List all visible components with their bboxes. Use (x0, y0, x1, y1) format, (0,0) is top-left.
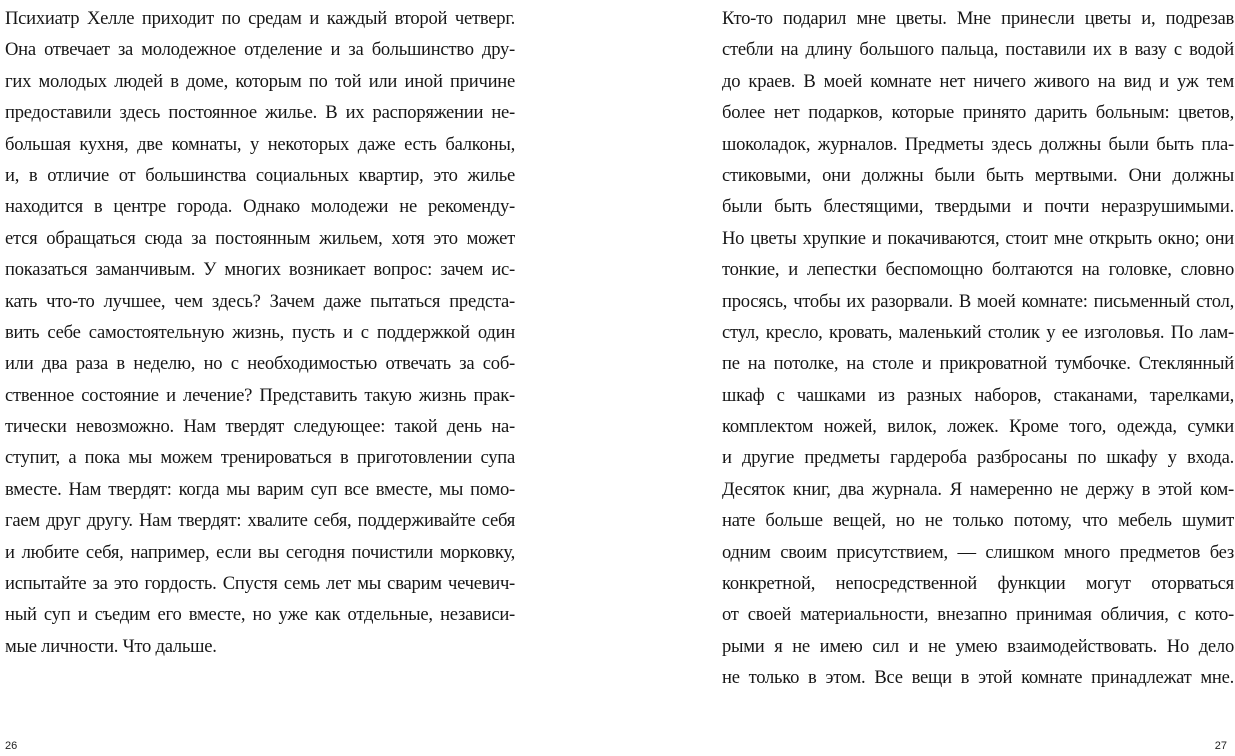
right-page (617, 0, 1235, 756)
text-line: или два раза в неделю, но с необходимостью отвечать за соб- (5, 353, 515, 375)
text-line: от своей материальности, внезапно принимая обличия, с кото- (722, 604, 1234, 626)
text-line: комплектом ножей, вилок, ложек. Кроме того, одежда, сумки (722, 416, 1234, 438)
text-line: вить себе самостоятельную жизнь, пусть и с поддержкой один (5, 321, 515, 343)
text-line: предоставили здесь постоянное жилье. В их распоряжении не- (5, 102, 515, 124)
text-line: Она отвечает за молодежное отделение и за большинство дру- (5, 39, 515, 61)
left-page-text (5, 3, 515, 662)
text-line: не только в этом. Все вещи в этой комнате принадлежат мне. (722, 667, 1234, 689)
text-line: Психиатр Хелле приходит по средам и каждый второй четверг. (5, 8, 515, 29)
text-line: и, в отличие от большинства социальных квартир, это жилье (5, 164, 515, 186)
text-line: и другие предметы гардероба разбросаны по шкафу у входа. (722, 447, 1234, 469)
text-line: вместе. Нам твердят: когда мы варим суп все вместе, мы помо- (5, 478, 515, 500)
text-line: шкаф с чашками из разных наборов, стаканами, тарелками, (722, 384, 1234, 406)
text-line: пе на потолке, на столе и прикроватной тумбочке. Стеклянный (722, 353, 1234, 375)
text-line: гих молодых людей в доме, которым по той или иной причине (5, 70, 515, 92)
text-line: были быть блестящими, твердыми и почти неразрушимыми. (722, 196, 1234, 218)
text-line: одним своим присутствием, — слишком много предметов без (722, 541, 1234, 563)
text-line: просясь, чтобы их разорвали. В моей комнате: письменный стол, (722, 290, 1234, 312)
left-page (0, 0, 560, 756)
text-line: мые личности. Что дальше. (5, 635, 217, 657)
text-line: до краев. В моей комнате нет ничего живого на вид и уж тем (722, 70, 1234, 92)
text-line: гаем друг другу. Нам твердят: хвалите себя, поддерживайте себя (5, 510, 515, 532)
text-line: Десяток книг, два журнала. Я намеренно не держу в этой ком- (722, 478, 1234, 500)
text-line: Но цветы хрупкие и покачиваются, стоит мне открыть окно; они (722, 227, 1234, 249)
text-line: стул, кресло, кровать, маленький столик у ее изголовья. По лам- (722, 321, 1234, 343)
text-line: рыми я не имею сил и не умею взаимодействовать. Но дело (722, 635, 1234, 657)
text-line: ется обращаться сюда за постоянным жильем, хотя это может (5, 227, 515, 249)
right-page-text (722, 3, 1234, 694)
text-line: показаться заманчивым. У многих возникает вопрос: зачем ис- (5, 259, 515, 281)
text-line: более нет подарков, которые принято дарить больным: цветов, (722, 102, 1234, 124)
page-number: 27 (1214, 740, 1227, 752)
text-line: испытайте за это гордость. Спустя семь лет мы сварим чечевич- (5, 573, 515, 595)
text-line: ступит, а пока мы можем тренироваться в приготовлении супа (5, 447, 515, 469)
text-line: шоколадок, журналов. Предметы здесь должны были быть пла- (722, 133, 1234, 155)
text-line: нате больше вещей, но не только потому, что мебель шумит (722, 510, 1234, 532)
text-line: Кто-то подарил мне цветы. Мне принесли цветы и, подрезав (722, 8, 1234, 29)
text-line: стебли на длину большого пальца, поставили их в вазу с водой (722, 39, 1234, 61)
text-line: большая кухня, две комнаты, у некоторых даже есть балконы, (5, 133, 515, 155)
text-line: находится в центре города. Однако молодежи не рекоменду- (5, 196, 515, 218)
text-line: и любите себя, например, если вы сегодня почистили морковку, (5, 541, 515, 563)
text-line: тически невозможно. Нам твердят следующее: такой день на- (5, 416, 515, 438)
text-line: кать что-то лучшее, чем здесь? Зачем даже пытаться предста- (5, 290, 515, 312)
text-line: тонкие, и лепестки беспомощно болтаются на головке, словно (722, 259, 1234, 281)
text-line: ный суп и съедим его вместе, но уже как отдельные, независи- (5, 604, 515, 626)
text-line: конкретной, непосредственной функции могут оторваться (722, 573, 1234, 595)
text-line: стиковыми, они должны были быть мертвыми. Они должны (722, 164, 1234, 186)
page-number: 26 (5, 740, 18, 752)
text-line: ственное состояние и лечение? Представить такую жизнь прак- (5, 384, 515, 406)
